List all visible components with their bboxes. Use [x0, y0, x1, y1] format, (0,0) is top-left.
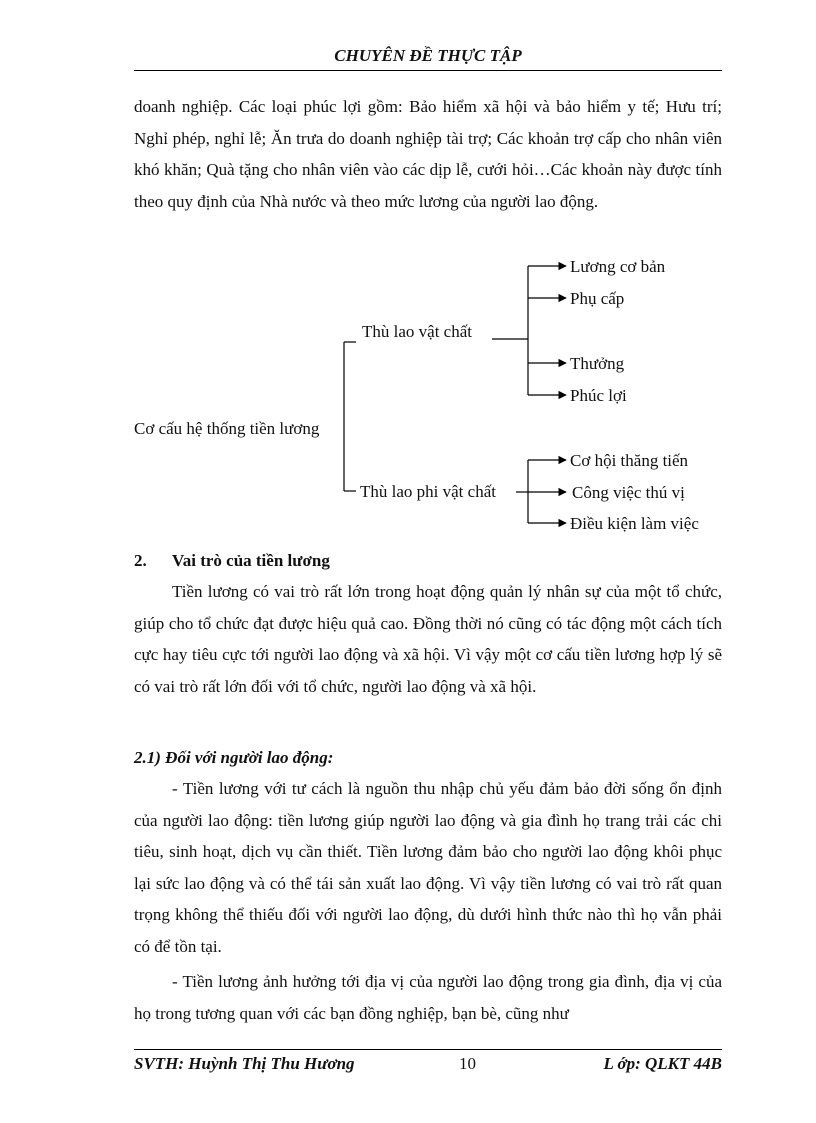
section-title: Vai trò của tiền lương	[172, 551, 330, 570]
branch1-item: Thưởng	[570, 354, 625, 373]
footer-rule	[134, 1049, 722, 1050]
branch1-item: Phụ cấp	[570, 289, 625, 308]
branch2-label: Thù lao phi vật chất	[360, 482, 496, 501]
section-number: 2.	[134, 551, 147, 570]
subsection-paragraph-2: - Tiền lương ảnh hưởng tới địa vị của người lao động trong gia đình, địa vị của họ trong tương quan với các bạn đồng nghiệp, bạn bè, cũng như	[134, 972, 722, 1023]
subsection-paragraph-1: - Tiền lương với tư cách là nguồn thu nhập chủ yếu đảm bảo đời sống ổn định của người lao động: tiền lương giúp người lao động và gia đình họ trang trải các chi tiêu, sinh hoạt, dịch vụ cần thiết. Tiền lương đảm bảo cho người lao động khôi phục lại sức lao động và có thể tái sản xuất lao động. Vì vậy tiền lương có vai trò rất quan trọng không thể thiếu đối với người lao động, dù dưới hình thức nào thì họ vẫn phải có để tồn tại.	[134, 779, 722, 956]
footer-author: SVTH: Huỳnh Thị Thu Hương	[134, 1054, 355, 1073]
footer-page-number: 10	[459, 1054, 476, 1073]
footer-class: L ớp: QLKT 44B	[603, 1054, 722, 1073]
branch1-item: Lương cơ bản	[570, 257, 666, 276]
diagram-root-label: Cơ cấu hệ thống tiền lương	[134, 419, 320, 438]
section-2-heading	[134, 551, 330, 571]
subsection-2-1-heading: 2.1) Đối với người lao động:	[134, 748, 334, 767]
branch1-label: Thù lao vật chất	[362, 322, 472, 341]
branch2-item: Cơ hội thăng tiến	[570, 451, 689, 470]
branch2-item: Điều kiện làm việc	[570, 514, 699, 533]
branch2-item: Công việc thú vị	[572, 483, 685, 502]
intro-paragraph: doanh nghiệp. Các loại phúc lợi gồm: Bảo hiểm xã hội và bảo hiểm y tế; Hưu trí; Nghỉ phép, nghỉ lễ; Ăn trưa do doanh nghiệp tài trợ; Các khoản trợ cấp cho nhân viên khó khăn; Quà tặng cho nhân viên vào các dịp lễ, cưới hỏi…Các khoản này được tính theo quy định của Nhà nước và theo mức lương của người lao động.	[134, 97, 722, 211]
branch1-item: Phúc lợi	[570, 386, 627, 405]
section-2-paragraph: Tiền lương có vai trò rất lớn trong hoạt động quản lý nhân sự của một tổ chức, giúp cho tổ chức đạt được hiệu quả cao. Đồng thời nó cũng có tác động một cách tích cực hay tiêu cực tới người lao động và xã hội. Vì vậy một cơ cấu tiền lương hợp lý sẽ có vai trò rất lớn đối với tổ chức, người lao động và xã hội.	[134, 582, 722, 696]
page-header-title: CHUYÊN ĐỀ THỰC TẬP	[334, 46, 522, 65]
